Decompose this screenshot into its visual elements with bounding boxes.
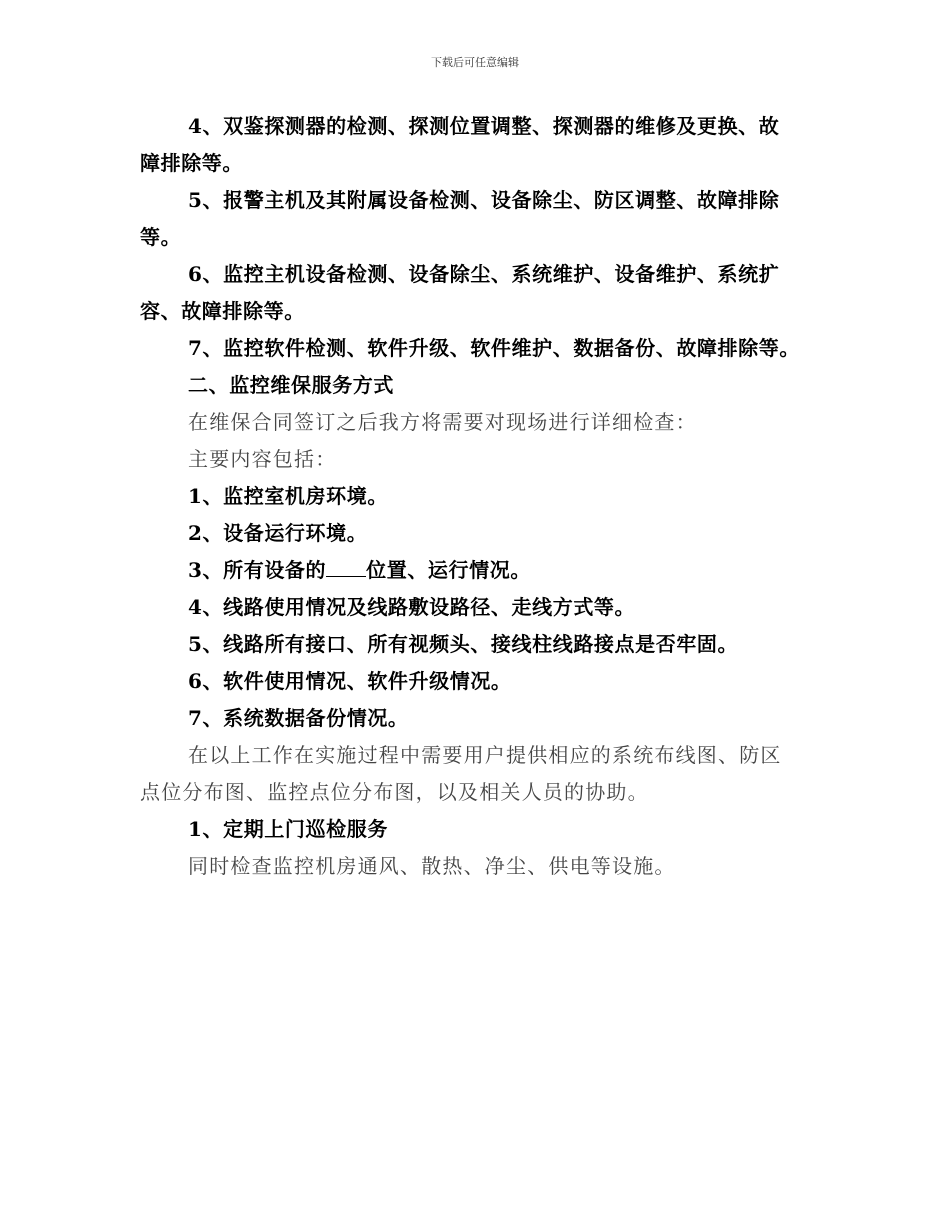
paragraph-line: 5、报警主机及其附属设备检测、设备除尘、防区调整、故障排除 [188, 188, 780, 212]
paragraph-line: 在以上工作在实施过程中需要用户提供相应的系统布线图、防区 [188, 743, 782, 767]
list-item-text: 位置、运行情况。 [366, 558, 531, 582]
paragraph-line: 4、双鉴探测器的检测、探测位置调整、探测器的维修及更换、故 [188, 114, 780, 138]
list-item: 4、线路使用情况及线路敷设路径、走线方式等。 [188, 595, 636, 619]
list-item [188, 558, 868, 582]
paragraph-line: 6、监控主机设备检测、设备除尘、系统维护、设备维护、系统扩 [188, 262, 780, 286]
list-item: 5、线路所有接口、所有视频头、接线柱线路接点是否牢固。 [188, 632, 739, 656]
list-item: 6、软件使用情况、软件升级情况。 [188, 669, 512, 693]
section-heading: 二、监控维保服务方式 [188, 373, 394, 397]
list-item: 1、监控室机房环境。 [188, 484, 388, 508]
paragraph-line: 在维保合同签订之后我方将需要对现场进行详细检查： [188, 410, 697, 434]
list-item-text: 3、所有设备的 [188, 558, 327, 582]
paragraph-line: 同时检查监控机房通风、散热、净尘、供电等设施。 [188, 854, 676, 878]
paragraph-line: 障排除等。 [140, 151, 243, 175]
page-header: 下载后可任意编辑 [431, 56, 519, 69]
paragraph-line: 主要内容包括： [188, 447, 337, 471]
paragraph-line: 点位分布图、监控点位分布图，以及相关人员的协助。 [140, 780, 649, 804]
subsection-heading: 1、定期上门巡检服务 [188, 817, 388, 841]
paragraph-line: 7、监控软件检测、软件升级、软件维护、数据备份、故障排除等。 [188, 336, 800, 360]
paragraph-line: 容、故障排除等。 [140, 299, 305, 323]
list-item: 7、系统数据备份情况。 [188, 706, 409, 730]
list-item: 2、设备运行环境。 [188, 521, 368, 545]
fill-blank [326, 558, 366, 577]
paragraph-line: 等。 [140, 225, 182, 249]
